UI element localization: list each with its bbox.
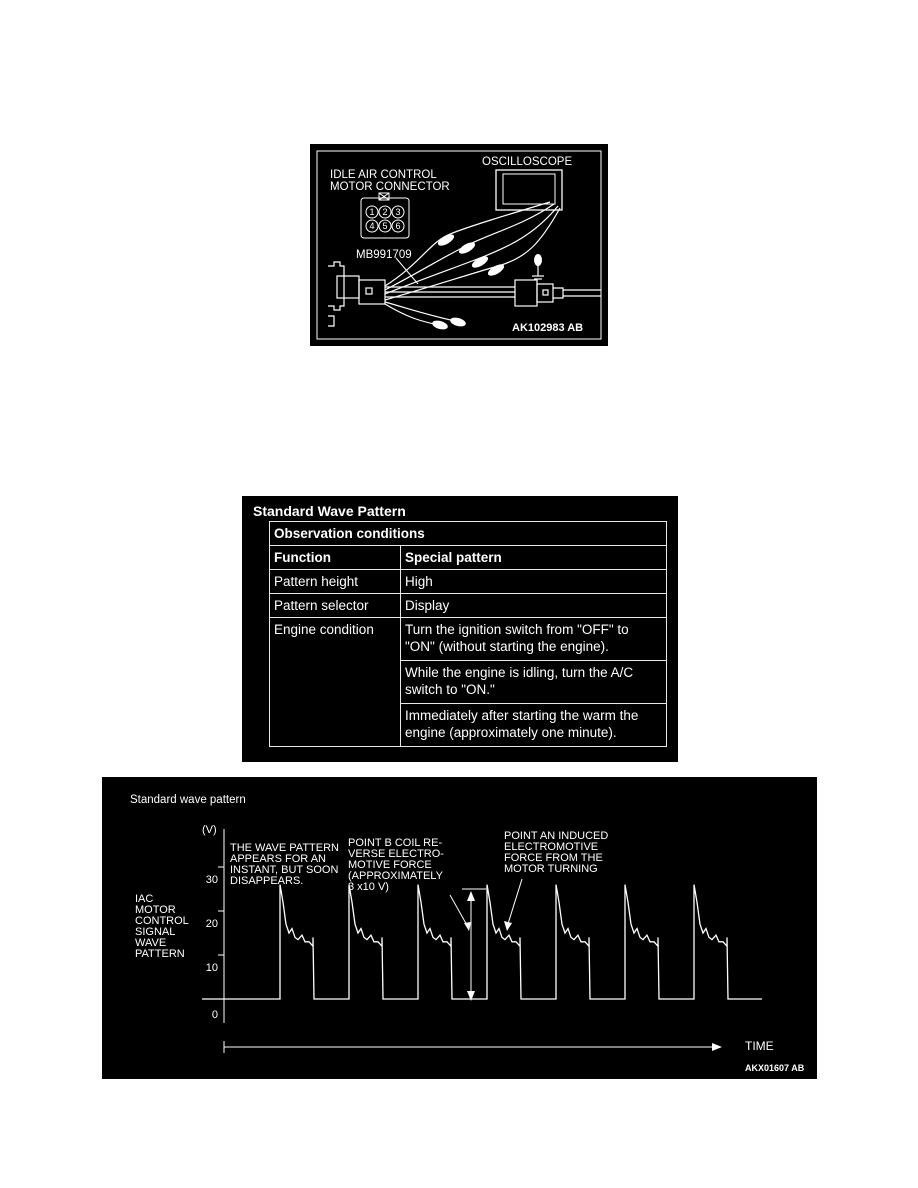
annotation-line: VERSE ELECTRO- bbox=[348, 848, 444, 860]
annotation-line: MOTOR TURNING bbox=[504, 863, 598, 875]
annotation-point-b bbox=[348, 838, 444, 893]
y-axis-title-line: IAC bbox=[135, 893, 154, 905]
table-cell: Pattern height bbox=[270, 570, 401, 594]
table-row bbox=[270, 618, 667, 661]
figure3-code: AKX01607 AB bbox=[745, 1063, 805, 1073]
table-section-row bbox=[270, 522, 667, 546]
column-header-special-pattern: Special pattern bbox=[401, 546, 667, 570]
y-tick-label: 20 bbox=[205, 918, 218, 930]
pin-number: 3 bbox=[395, 207, 401, 217]
y-unit-label: (V) bbox=[202, 824, 217, 836]
connector-label-line1: IDLE AIR CONTROL bbox=[330, 169, 437, 181]
annotation-wave-appears bbox=[230, 843, 339, 887]
table-header-row bbox=[270, 546, 667, 570]
table-cell: Immediately after starting the warm the engine (approximately one minute). bbox=[401, 704, 667, 747]
y-axis-title-line: PATTERN bbox=[135, 948, 185, 960]
table-cell: High bbox=[401, 570, 667, 594]
pin-number: 4 bbox=[369, 221, 375, 231]
oscilloscope-label: OSCILLOSCOPE bbox=[482, 156, 573, 168]
y-axis-title-line: WAVE bbox=[135, 937, 167, 949]
connector-diagram bbox=[310, 144, 608, 346]
observation-conditions-table bbox=[269, 521, 667, 747]
pin-number: 1 bbox=[369, 207, 375, 217]
table-row bbox=[270, 570, 667, 594]
table-row bbox=[270, 594, 667, 618]
column-header-function: Function bbox=[270, 546, 401, 570]
y-axis-title-line: SIGNAL bbox=[135, 926, 176, 938]
pin-number: 2 bbox=[382, 207, 388, 217]
table-cell: Pattern selector bbox=[270, 594, 401, 618]
table-cell: While the engine is idling, turn the A/C switch to "ON." bbox=[401, 661, 667, 704]
annotation-line: INSTANT, BUT SOON bbox=[230, 864, 339, 876]
tool-number-label: MB991709 bbox=[356, 249, 412, 261]
x-axis-label: TIME bbox=[745, 1039, 774, 1053]
figure1-code: AK102983 AB bbox=[512, 322, 584, 334]
wave-pattern-chart bbox=[102, 777, 817, 1079]
annotation-line: POINT AN INDUCED bbox=[504, 830, 609, 842]
y-tick-label: 10 bbox=[205, 962, 218, 974]
y-axis-title bbox=[135, 894, 189, 960]
annotation-line: POINT B COIL RE- bbox=[348, 837, 443, 849]
pin-number: 6 bbox=[395, 221, 401, 231]
annotation-line: 3 x10 V) bbox=[348, 881, 389, 893]
annotation-line: DISAPPEARS. bbox=[230, 875, 304, 887]
y-axis-title-line: MOTOR bbox=[135, 904, 176, 916]
y-tick-label: 30 bbox=[205, 874, 218, 886]
observation-conditions-figure bbox=[242, 496, 678, 762]
time-arrow-icon bbox=[712, 1043, 722, 1051]
section-heading: Observation conditions bbox=[270, 522, 667, 546]
annotation-line: THE WAVE PATTERN bbox=[230, 842, 339, 854]
table-cell: Engine condition bbox=[270, 618, 401, 747]
annotation-line: APPEARS FOR AN bbox=[230, 853, 326, 865]
annotation-line: ELECTROMOTIVE bbox=[504, 841, 599, 853]
annotation-line: FORCE FROM THE bbox=[504, 852, 603, 864]
chart-title: Standard wave pattern bbox=[130, 794, 246, 806]
y-tick-label: 0 bbox=[211, 1009, 218, 1021]
annotation-point-a bbox=[504, 831, 608, 875]
y-axis-title-line: CONTROL bbox=[135, 915, 189, 927]
wave-series-line bbox=[202, 885, 762, 999]
table-cell: Display bbox=[401, 594, 667, 618]
connector-label-line2: MOTOR CONNECTOR bbox=[330, 181, 450, 193]
table-cell: Turn the ignition switch from "OFF" to "ON" (without starting the engine). bbox=[401, 618, 667, 661]
annotation-line: (APPROXIMATELY bbox=[348, 870, 443, 882]
pin-number: 5 bbox=[382, 221, 388, 231]
figure2-title: Standard Wave Pattern bbox=[253, 503, 406, 519]
annotation-line: MOTIVE FORCE bbox=[348, 859, 432, 871]
